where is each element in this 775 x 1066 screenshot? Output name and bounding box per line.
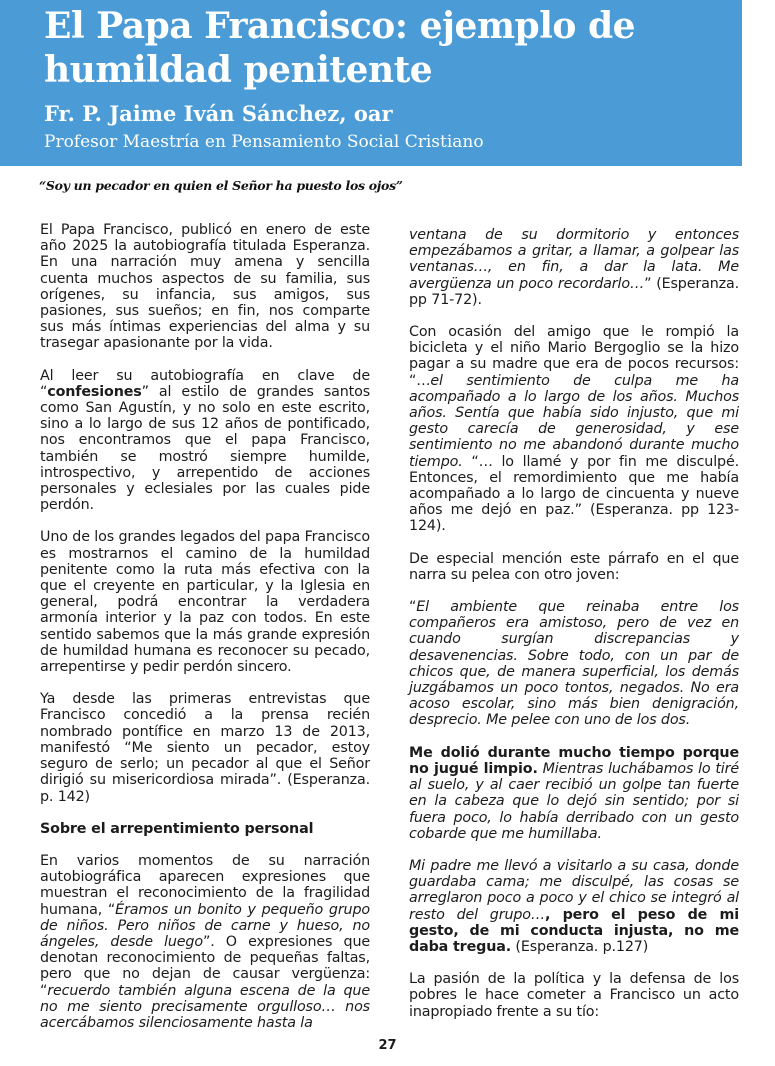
paragraph: Uno de los grandes legados del papa Francisco es mostrarnos el camino de la humildad penitente como la ruta más efectiva con la que el creyente en particular, y la Iglesia en general, podrá encontrar la verdadera armonía interior y la paz con todos. En este sentido sabemos que la más grande expresión de humildad humana es reconocer su pecado, arrepentirse y pedir perdón sincero. [40,529,370,676]
paragraph: Con ocasión del amigo que le rompió la bicicleta y el niño Mario Bergoglio se la hizo pagar a su madre que era de pocos recursos: “…el sentimiento de culpa me ha acompañado a lo largo de los años. Muchos años. Sentía que había sido injusto, que mi gesto carecía de generosidad, y ese sentimiento no me abandonó durante mucho tiempo. “… lo llamé y por fin me disculpé. Entonces, el remordimiento que me había acompañado a lo largo de cincuenta y nueve años me dejó en paz.” (Esperanza. pp 123-124). [409,324,739,535]
right-column [409,227,739,1036]
block-quote: Mi padre me llevó a visitarlo a su casa, donde guardaba cama; me disculpé, las cosas se arreglaron poco a poco y el chico se integró al resto del grupo…, pero el peso de mi gesto, de mi conducta injusta, no me daba tregua. (Esperanza. p.127) [409,857,739,955]
paragraph: De especial mención este párrafo en el que narra su pelea con otro joven: [409,550,739,583]
paragraph: La pasión de la política y la defensa de los pobres le hace cometer a Francisco un acto inapropiado frente a su tío: [409,971,739,1020]
paragraph: ventana de su dormitorio y entonces empezábamos a gritar, a llamar, a golpear las ventanas…, en fin, a dar la lata. Me avergüenza un poco recordarlo…” (Esperanza. pp 71-72). [409,227,739,308]
paragraph: Ya desde las primeras entrevistas que Francisco concedió a la prensa recién nombrado pontífice en marzo 13 de 2013, manifestó “Me siento un pecador, estoy seguro de serlo; un pecador al que el Señor dirigió su misericordiosa mirada”. (Esperanza. p. 142) [40,691,370,805]
author-name: Fr. P. Jaime Iván Sánchez, oar [44,101,393,126]
article-title: El Papa Francisco: ejemplo de humildad penitente [44,5,636,91]
page-number: 27 [378,1038,397,1053]
author-role: Profesor Maestría en Pensamiento Social Cristiano [44,132,484,152]
epigraph: “Soy un pecador en quien el Señor ha puesto los ojos” [39,178,403,193]
block-quote: “El ambiente que reinaba entre los compañeros era amistoso, pero de vez en cuando surgían discrepancias y desavenencias. Sobre todo, con un par de chicos que, de manera superficial, los demás juzgábamos un poco tontos, negados. No era acoso escolar, sino más bien denigración, desprecio. Me pelee con uno de los dos. [409,599,739,729]
article-header [0,0,742,166]
paragraph: Al leer su autobiografía en clave de “confesiones” al estilo de grandes santos como San Agustín, y no solo en este escrito, sino a lo largo de sus 12 años de pontificado, nos encontramos que el papa Francisco, también se mostró siempre humilde, introspectivo, y arrepentido de acciones personales y eclesiales por las cuales pide perdón. [40,367,370,514]
section-heading: Sobre el arrepentimiento personal [40,820,314,837]
block-quote: Me dolió durante mucho tiempo porque no jugué limpio. Mientras luchábamos lo tiré al suelo, y al caer recibió un golpe tan fuerte en la cabeza que lo dejó sin sentido; por si fuera poco, lo había derribado con un gesto cobarde que me humillaba. [409,744,739,842]
emphasis: confesiones [47,383,142,400]
paragraph: En varios momentos de su narración autobiográfica aparecen expresiones que muestran el reconocimiento de la fragilidad humana, “Éramos un bonito y pequeño grupo de niños. Pero niños de carne y hueso, no ángeles, desde luego”. O expresiones que denotan reconocimiento de pequeñas faltas, pero que no dejan de causar vergüenza: “recuerdo también alguna escena de la que no me siento precisamente orgulloso… nos acercábamos silenciosamente hasta la [40,852,371,1031]
paragraph: El Papa Francisco, publicó en enero de este año 2025 la autobiografía titulada Esperanza. En una narración muy amena y sencilla cuenta muchos aspectos de su familia, sus orígenes, su infancia, sus amigos, sus pasiones, sus sueños; en fin, nos comparte sus más íntimas experiencias del alma y su trasegar apasionante por la vida. [40,222,370,352]
left-column [40,222,370,1047]
